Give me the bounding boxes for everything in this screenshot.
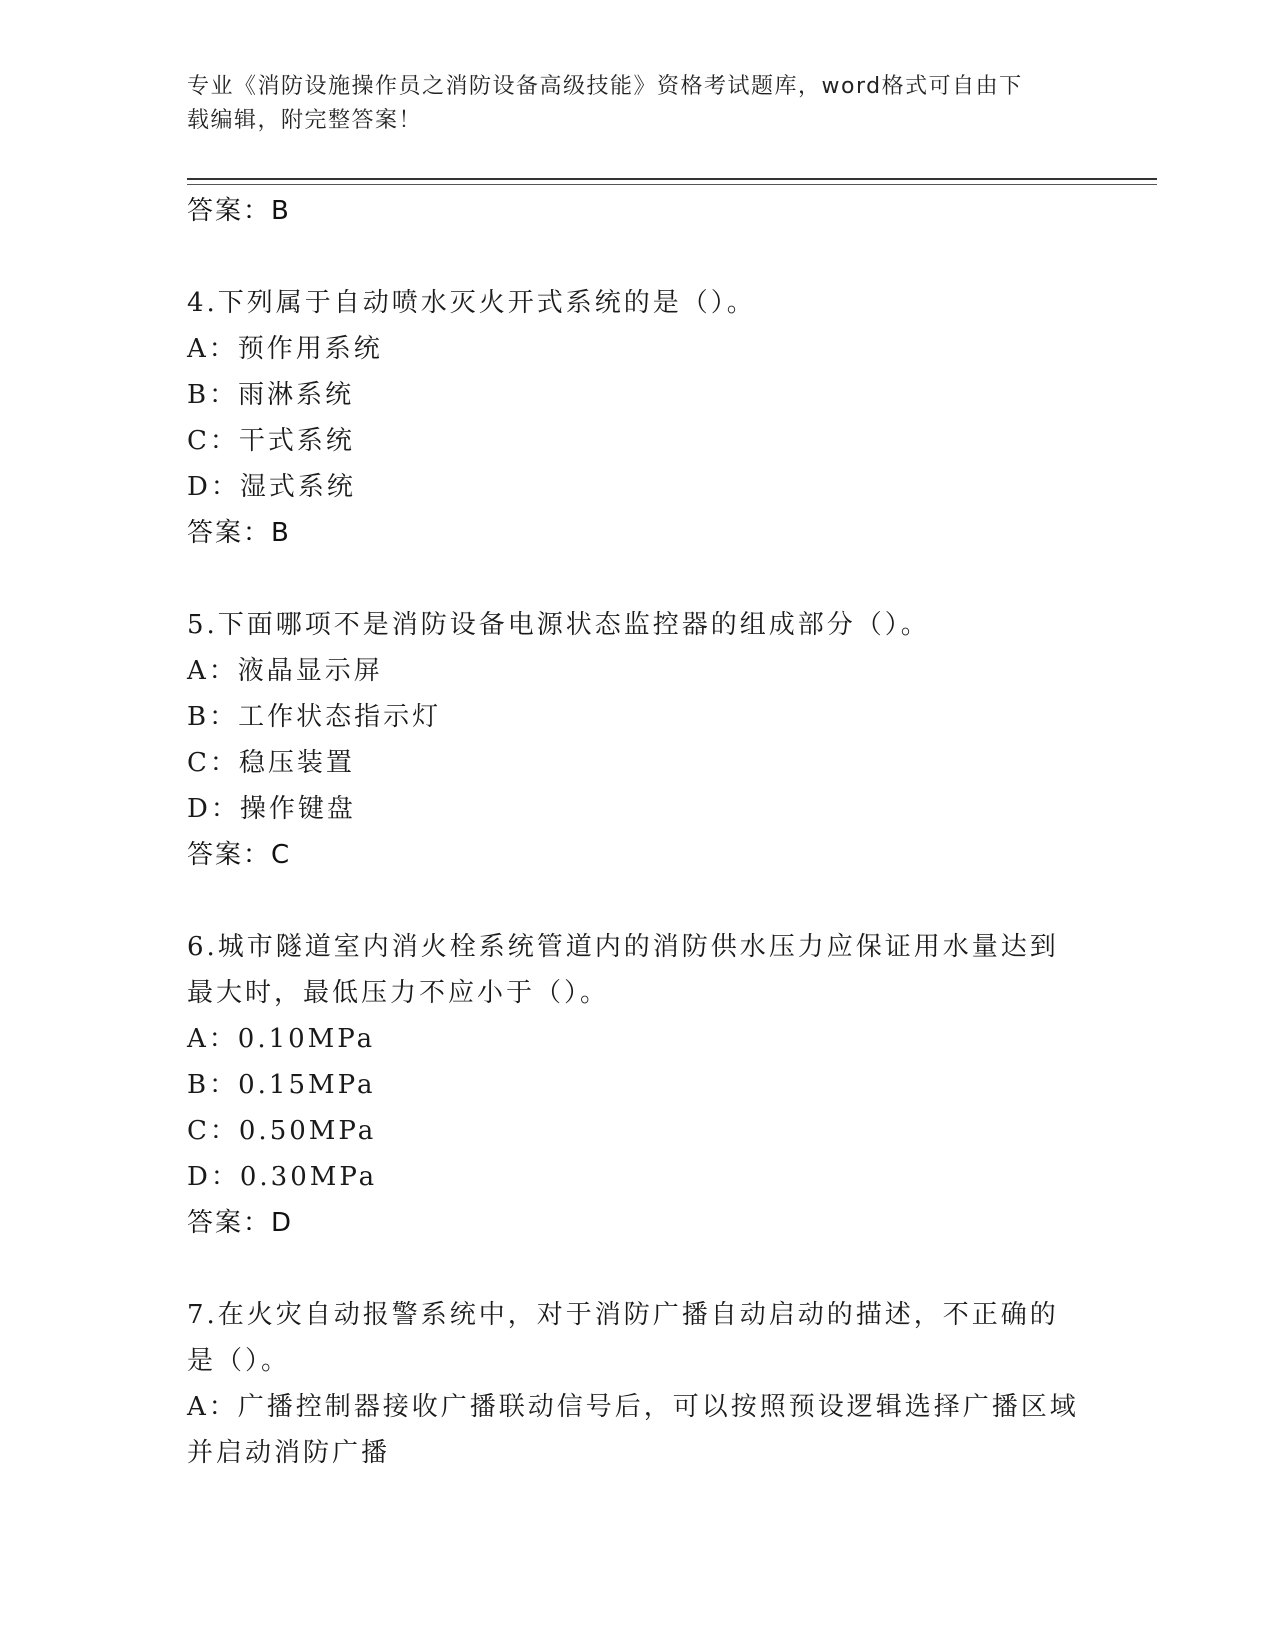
- question-line: B：工作状态指示灯: [187, 702, 442, 732]
- question-line: B：雨淋系统: [187, 380, 355, 410]
- header-line-2: 载编辑，附完整答案！: [187, 108, 423, 133]
- header-divider-thin: [187, 184, 1157, 185]
- block-spacer: [187, 878, 1087, 924]
- question-line: 4.下列属于自动喷水灭火开式系统的是（）。: [187, 288, 756, 318]
- question-line: A：广播控制器接收广播联动信号后，可以按照预设逻辑选择广播区域: [187, 1392, 1079, 1422]
- question-line: C：稳压装置: [187, 748, 355, 778]
- question-line: 7.在火灾自动报警系统中，对于消防广播自动启动的描述，不正确的: [187, 1300, 1059, 1330]
- question-line: A：液晶显示屏: [187, 656, 383, 686]
- question-content: [187, 188, 1087, 1476]
- block-spacer: [187, 556, 1087, 602]
- question-line: 是（）。: [187, 1346, 291, 1376]
- question-line: C：干式系统: [187, 426, 355, 456]
- header-divider-thick: [187, 178, 1157, 180]
- question-line: C：0.50MPa: [187, 1116, 377, 1146]
- document-header: [187, 70, 1067, 138]
- question-line: A：0.10MPa: [187, 1024, 376, 1054]
- answer-line: 答案：C: [187, 840, 292, 870]
- question-line: 最大时，最低压力不应小于（）。: [187, 978, 610, 1008]
- answer-line: 答案：B: [187, 196, 291, 226]
- answer-line: 答案：D: [187, 1208, 294, 1238]
- question-line: B：0.15MPa: [187, 1070, 376, 1100]
- question-line: D：操作键盘: [187, 794, 356, 824]
- question-line: 5.下面哪项不是消防设备电源状态监控器的组成部分（）。: [187, 610, 930, 640]
- answer-line: 答案：B: [187, 518, 291, 548]
- question-line: A：预作用系统: [187, 334, 383, 364]
- question-line: 6.城市隧道室内消火栓系统管道内的消防供水压力应保证用水量达到: [187, 932, 1059, 962]
- block-spacer: [187, 234, 1087, 280]
- question-line: 并启动消防广播: [187, 1438, 391, 1468]
- block-spacer: [187, 1246, 1087, 1292]
- question-line: D：湿式系统: [187, 472, 356, 502]
- question-line: D：0.30MPa: [187, 1162, 378, 1192]
- header-line-1: 专业《消防设施操作员之消防设备高级技能》资格考试题库，word格式可自由下: [187, 74, 1023, 99]
